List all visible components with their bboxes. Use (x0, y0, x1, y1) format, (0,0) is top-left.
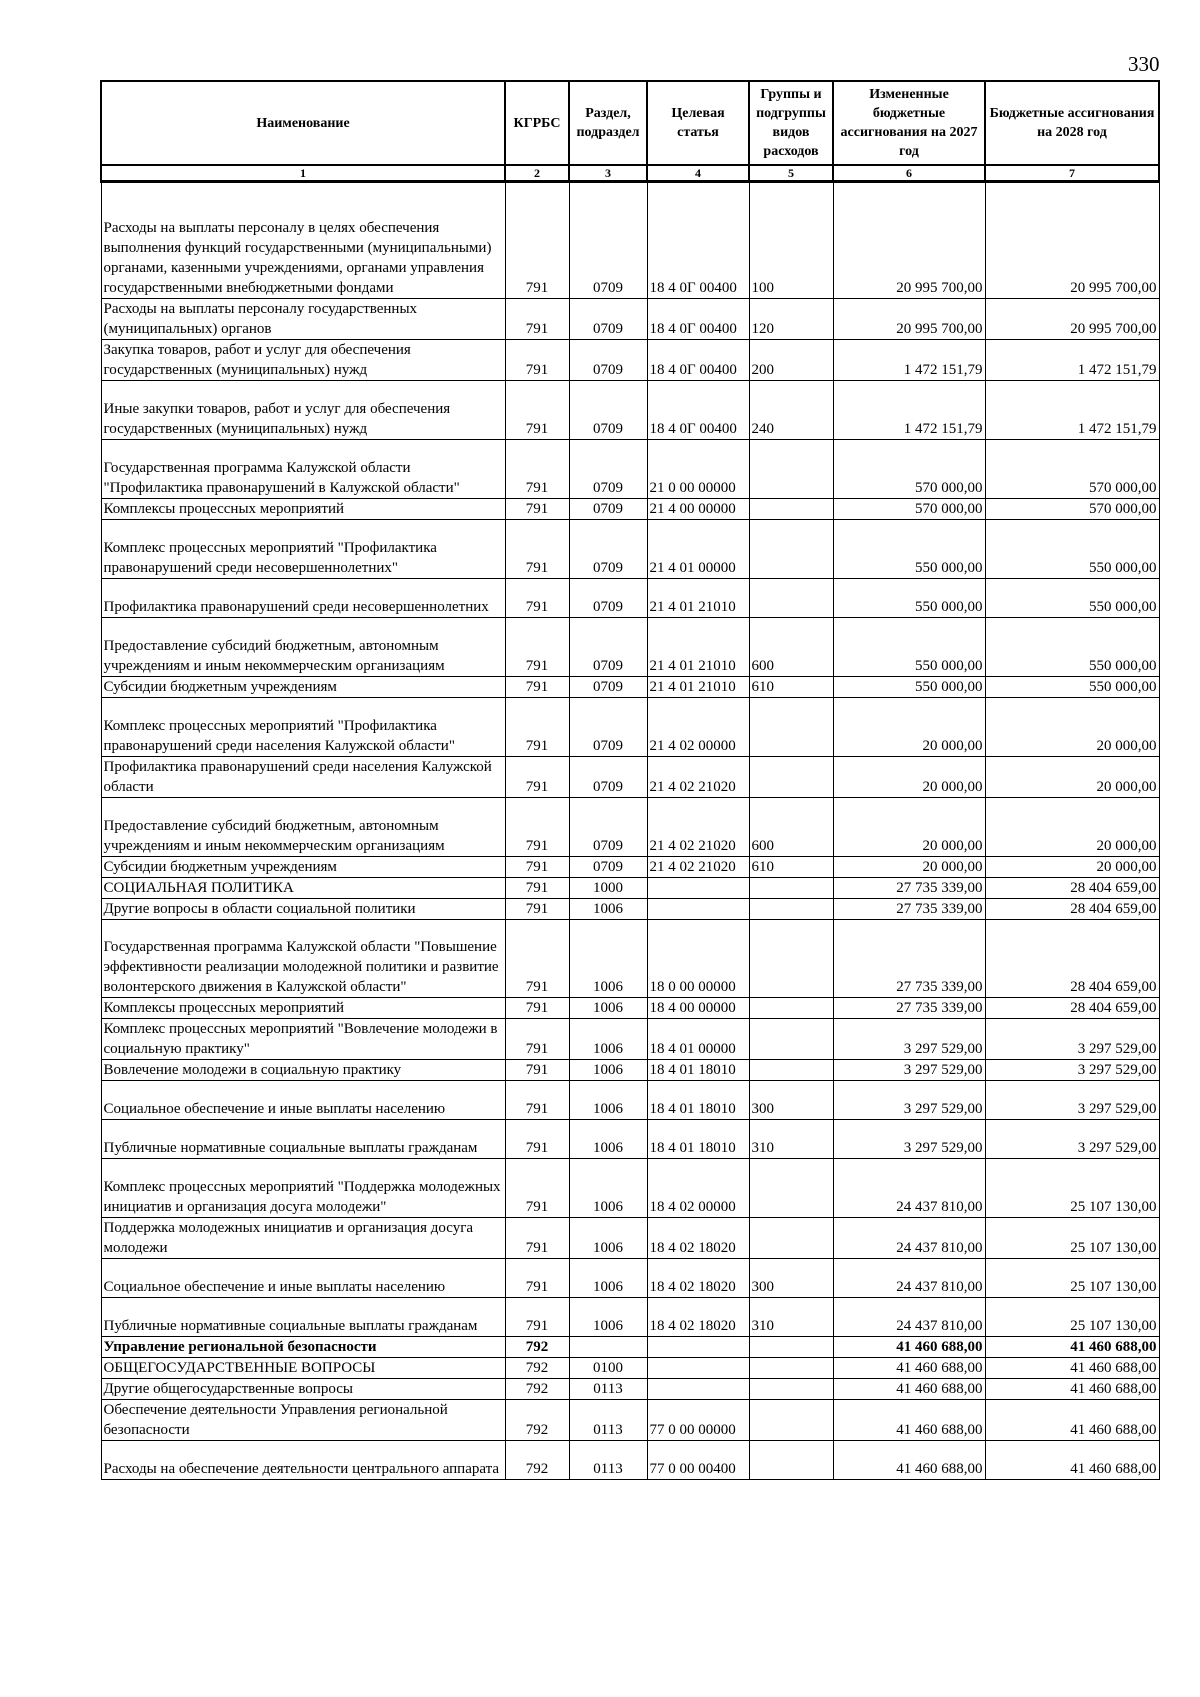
row-razdel-cell: 0709 (569, 182, 647, 299)
row-razdel-cell: 1006 (569, 998, 647, 1019)
row-allocation-2028-cell: 20 000,00 (985, 698, 1159, 757)
row-name-cell: Комплекс процессных мероприятий "Поддержка молодежных инициатив и организация досуга молодежи" (101, 1159, 505, 1218)
row-target-article-cell: 18 4 02 00000 (647, 1159, 749, 1218)
row-target-article-cell: 21 4 00 00000 (647, 499, 749, 520)
row-allocation-2027-cell: 27 735 339,00 (833, 899, 985, 920)
row-name-cell: ОБЩЕГОСУДАРСТВЕННЫЕ ВОПРОСЫ (101, 1358, 505, 1379)
row-razdel-cell: 1006 (569, 1081, 647, 1120)
column-numbers-row (101, 165, 1159, 182)
column-number: 3 (569, 165, 647, 182)
row-allocation-2028-cell: 20 995 700,00 (985, 182, 1159, 299)
row-allocation-2027-cell: 41 460 688,00 (833, 1400, 985, 1441)
row-allocation-2028-cell: 25 107 130,00 (985, 1159, 1159, 1218)
row-kgrbs-cell: 791 (505, 899, 569, 920)
header-target-article: Целевая статья (647, 81, 749, 165)
table-row (101, 340, 1159, 381)
row-razdel-cell: 0709 (569, 340, 647, 381)
row-kgrbs-cell: 791 (505, 1120, 569, 1159)
row-kgrbs-cell: 792 (505, 1337, 569, 1358)
row-allocation-2027-cell: 550 000,00 (833, 579, 985, 618)
table-row (101, 1218, 1159, 1259)
row-kgrbs-cell: 791 (505, 798, 569, 857)
row-razdel-cell: 0709 (569, 381, 647, 440)
row-name-cell: Субсидии бюджетным учреждениям (101, 857, 505, 878)
row-expense-type-cell: 610 (749, 857, 833, 878)
row-allocation-2027-cell: 24 437 810,00 (833, 1218, 985, 1259)
row-kgrbs-cell: 791 (505, 579, 569, 618)
row-allocation-2028-cell: 570 000,00 (985, 440, 1159, 499)
row-allocation-2028-cell: 20 995 700,00 (985, 299, 1159, 340)
table-row (101, 1379, 1159, 1400)
row-kgrbs-cell: 791 (505, 618, 569, 677)
row-allocation-2027-cell: 3 297 529,00 (833, 1019, 985, 1060)
row-name-cell: Профилактика правонарушений среди населения Калужской области (101, 757, 505, 798)
row-razdel-cell: 0709 (569, 698, 647, 757)
table-row (101, 1441, 1159, 1480)
table-row (101, 579, 1159, 618)
row-kgrbs-cell: 791 (505, 1259, 569, 1298)
row-expense-type-cell: 310 (749, 1298, 833, 1337)
row-name-cell: Социальное обеспечение и иные выплаты населению (101, 1081, 505, 1120)
header-row (101, 81, 1159, 165)
row-razdel-cell: 0709 (569, 757, 647, 798)
row-allocation-2028-cell: 28 404 659,00 (985, 920, 1159, 998)
row-allocation-2027-cell: 550 000,00 (833, 677, 985, 698)
row-allocation-2027-cell: 41 460 688,00 (833, 1358, 985, 1379)
row-allocation-2027-cell: 24 437 810,00 (833, 1259, 985, 1298)
row-expense-type-cell (749, 1060, 833, 1081)
row-razdel-cell: 0113 (569, 1441, 647, 1480)
row-kgrbs-cell: 791 (505, 857, 569, 878)
row-name-cell: Публичные нормативные социальные выплаты гражданам (101, 1120, 505, 1159)
row-kgrbs-cell: 791 (505, 299, 569, 340)
row-razdel-cell: 0709 (569, 520, 647, 579)
row-expense-type-cell (749, 1337, 833, 1358)
row-allocation-2027-cell: 20 000,00 (833, 757, 985, 798)
row-target-article-cell: 21 4 02 21020 (647, 798, 749, 857)
row-razdel-cell: 1000 (569, 878, 647, 899)
row-kgrbs-cell: 791 (505, 340, 569, 381)
row-allocation-2028-cell: 20 000,00 (985, 857, 1159, 878)
row-target-article-cell (647, 878, 749, 899)
row-target-article-cell: 18 4 0Г 00400 (647, 381, 749, 440)
row-target-article-cell: 18 4 02 18020 (647, 1259, 749, 1298)
row-allocation-2028-cell: 3 297 529,00 (985, 1120, 1159, 1159)
row-name-cell: Предоставление субсидий бюджетным, автономным учреждениям и иным некоммерческим организациям (101, 618, 505, 677)
row-allocation-2027-cell: 41 460 688,00 (833, 1441, 985, 1480)
row-name-cell: Расходы на выплаты персоналу в целях обеспечения выполнения функций государственными (муниципальными) органами, казенными учреждениями, органами управления государственными внебюджетными фондами (101, 182, 505, 299)
row-kgrbs-cell: 791 (505, 520, 569, 579)
row-expense-type-cell: 310 (749, 1120, 833, 1159)
table-row (101, 1019, 1159, 1060)
row-kgrbs-cell: 791 (505, 1060, 569, 1081)
table-row (101, 677, 1159, 698)
row-name-cell: Комплексы процессных мероприятий (101, 998, 505, 1019)
row-razdel-cell: 0709 (569, 798, 647, 857)
column-number: 5 (749, 165, 833, 182)
row-target-article-cell (647, 1358, 749, 1379)
row-name-cell: Государственная программа Калужской области "Профилактика правонарушений в Калужской области" (101, 440, 505, 499)
row-target-article-cell: 18 4 00 00000 (647, 998, 749, 1019)
row-allocation-2028-cell: 41 460 688,00 (985, 1441, 1159, 1480)
row-kgrbs-cell: 791 (505, 1298, 569, 1337)
budget-table (100, 80, 1160, 1480)
header-kgrbs: КГРБС (505, 81, 569, 165)
row-name-cell: Государственная программа Калужской области "Повышение эффективности реализации молодежной политики и развитие волонтерского движения в Калужской области" (101, 920, 505, 998)
row-target-article-cell: 18 4 0Г 00400 (647, 340, 749, 381)
row-allocation-2027-cell: 570 000,00 (833, 440, 985, 499)
row-allocation-2028-cell: 25 107 130,00 (985, 1259, 1159, 1298)
row-kgrbs-cell: 792 (505, 1358, 569, 1379)
row-target-article-cell (647, 1337, 749, 1358)
table-row (101, 1400, 1159, 1441)
row-razdel-cell: 1006 (569, 899, 647, 920)
row-allocation-2027-cell: 24 437 810,00 (833, 1159, 985, 1218)
row-target-article-cell: 21 4 02 00000 (647, 698, 749, 757)
row-kgrbs-cell: 791 (505, 920, 569, 998)
row-name-cell: Расходы на обеспечение деятельности центрального аппарата (101, 1441, 505, 1480)
column-number: 1 (101, 165, 505, 182)
table-row (101, 499, 1159, 520)
table-row (101, 520, 1159, 579)
row-razdel-cell: 0709 (569, 499, 647, 520)
row-allocation-2027-cell: 3 297 529,00 (833, 1120, 985, 1159)
row-name-cell: Вовлечение молодежи в социальную практику (101, 1060, 505, 1081)
header-razdel: Раздел, подраздел (569, 81, 647, 165)
row-razdel-cell: 0709 (569, 857, 647, 878)
row-allocation-2028-cell: 550 000,00 (985, 579, 1159, 618)
table-row (101, 381, 1159, 440)
table-row (101, 998, 1159, 1019)
row-allocation-2028-cell: 550 000,00 (985, 520, 1159, 579)
row-name-cell: Закупка товаров, работ и услуг для обеспечения государственных (муниципальных) нужд (101, 340, 505, 381)
row-expense-type-cell (749, 579, 833, 618)
row-allocation-2028-cell: 28 404 659,00 (985, 998, 1159, 1019)
row-name-cell: Иные закупки товаров, работ и услуг для обеспечения государственных (муниципальных) нужд (101, 381, 505, 440)
row-razdel-cell: 1006 (569, 1218, 647, 1259)
row-expense-type-cell (749, 1159, 833, 1218)
table-row (101, 1358, 1159, 1379)
row-kgrbs-cell: 791 (505, 499, 569, 520)
row-allocation-2028-cell: 41 460 688,00 (985, 1337, 1159, 1358)
row-allocation-2027-cell: 570 000,00 (833, 499, 985, 520)
row-name-cell: Субсидии бюджетным учреждениям (101, 677, 505, 698)
row-target-article-cell: 21 4 01 00000 (647, 520, 749, 579)
row-kgrbs-cell: 791 (505, 182, 569, 299)
row-target-article-cell: 18 4 01 00000 (647, 1019, 749, 1060)
row-name-cell: Профилактика правонарушений среди несовершеннолетних (101, 579, 505, 618)
row-expense-type-cell: 300 (749, 1081, 833, 1120)
table-row (101, 440, 1159, 499)
row-expense-type-cell: 240 (749, 381, 833, 440)
row-target-article-cell: 18 4 02 18020 (647, 1298, 749, 1337)
table-row (101, 698, 1159, 757)
header-allocations-2028: Бюджетные ассигнования на 2028 год (985, 81, 1159, 165)
table-row (101, 1120, 1159, 1159)
row-target-article-cell: 21 4 02 21020 (647, 857, 749, 878)
table-row (101, 1060, 1159, 1081)
row-kgrbs-cell: 791 (505, 998, 569, 1019)
row-expense-type-cell (749, 757, 833, 798)
row-razdel-cell: 1006 (569, 1298, 647, 1337)
row-name-cell: Поддержка молодежных инициатив и организация досуга молодежи (101, 1218, 505, 1259)
row-name-cell: Расходы на выплаты персоналу государственных (муниципальных) органов (101, 299, 505, 340)
row-allocation-2028-cell: 570 000,00 (985, 499, 1159, 520)
row-razdel-cell: 0709 (569, 440, 647, 499)
row-allocation-2027-cell: 550 000,00 (833, 520, 985, 579)
row-allocation-2028-cell: 550 000,00 (985, 618, 1159, 677)
row-allocation-2027-cell: 1 472 151,79 (833, 340, 985, 381)
row-razdel-cell: 1006 (569, 1259, 647, 1298)
row-target-article-cell: 77 0 00 00000 (647, 1400, 749, 1441)
row-allocation-2027-cell: 41 460 688,00 (833, 1337, 985, 1358)
row-kgrbs-cell: 791 (505, 1081, 569, 1120)
row-target-article-cell: 18 4 02 18020 (647, 1218, 749, 1259)
row-allocation-2028-cell: 41 460 688,00 (985, 1358, 1159, 1379)
table-row (101, 182, 1159, 299)
row-allocation-2027-cell: 27 735 339,00 (833, 998, 985, 1019)
row-expense-type-cell: 300 (749, 1259, 833, 1298)
row-expense-type-cell: 600 (749, 798, 833, 857)
row-target-article-cell: 21 4 01 21010 (647, 677, 749, 698)
row-allocation-2027-cell: 24 437 810,00 (833, 1298, 985, 1337)
row-name-cell: Обеспечение деятельности Управления региональной безопасности (101, 1400, 505, 1441)
row-allocation-2027-cell: 20 995 700,00 (833, 182, 985, 299)
row-kgrbs-cell: 791 (505, 878, 569, 899)
row-razdel-cell: 0709 (569, 618, 647, 677)
row-allocation-2027-cell: 20 000,00 (833, 798, 985, 857)
row-name-cell: Комплекс процессных мероприятий "Вовлечение молодежи в социальную практику" (101, 1019, 505, 1060)
table-row (101, 1298, 1159, 1337)
row-allocation-2027-cell: 1 472 151,79 (833, 381, 985, 440)
table-row (101, 1259, 1159, 1298)
row-allocation-2027-cell: 27 735 339,00 (833, 920, 985, 998)
row-expense-type-cell (749, 440, 833, 499)
row-target-article-cell: 18 0 00 00000 (647, 920, 749, 998)
row-name-cell: Комплекс процессных мероприятий "Профилактика правонарушений среди несовершеннолетних" (101, 520, 505, 579)
row-name-cell: Другие вопросы в области социальной политики (101, 899, 505, 920)
row-kgrbs-cell: 791 (505, 1019, 569, 1060)
column-number: 2 (505, 165, 569, 182)
row-allocation-2028-cell: 3 297 529,00 (985, 1019, 1159, 1060)
row-kgrbs-cell: 792 (505, 1400, 569, 1441)
row-expense-type-cell: 610 (749, 677, 833, 698)
row-razdel-cell: 0113 (569, 1379, 647, 1400)
row-allocation-2027-cell: 3 297 529,00 (833, 1060, 985, 1081)
row-allocation-2027-cell: 3 297 529,00 (833, 1081, 985, 1120)
row-expense-type-cell: 100 (749, 182, 833, 299)
header-expense-type: Группы и подгруппы видов расходов (749, 81, 833, 165)
row-target-article-cell: 18 4 0Г 00400 (647, 182, 749, 299)
row-expense-type-cell (749, 499, 833, 520)
row-allocation-2028-cell: 3 297 529,00 (985, 1081, 1159, 1120)
row-expense-type-cell: 200 (749, 340, 833, 381)
row-allocation-2028-cell: 25 107 130,00 (985, 1298, 1159, 1337)
row-expense-type-cell (749, 1019, 833, 1060)
row-name-cell: Комплексы процессных мероприятий (101, 499, 505, 520)
table-row (101, 920, 1159, 998)
row-target-article-cell: 21 0 00 00000 (647, 440, 749, 499)
row-expense-type-cell (749, 1441, 833, 1480)
row-allocation-2028-cell: 550 000,00 (985, 677, 1159, 698)
row-kgrbs-cell: 791 (505, 1159, 569, 1218)
row-allocation-2028-cell: 1 472 151,79 (985, 381, 1159, 440)
row-allocation-2028-cell: 41 460 688,00 (985, 1400, 1159, 1441)
table-row (101, 299, 1159, 340)
row-name-cell: Комплекс процессных мероприятий "Профилактика правонарушений среди населения Калужской области" (101, 698, 505, 757)
page-number: 330 (1128, 52, 1160, 76)
table-row (101, 1337, 1159, 1358)
row-target-article-cell: 18 4 01 18010 (647, 1060, 749, 1081)
row-expense-type-cell: 600 (749, 618, 833, 677)
row-razdel-cell: 0709 (569, 677, 647, 698)
row-razdel-cell: 1006 (569, 920, 647, 998)
table-row (101, 757, 1159, 798)
row-target-article-cell: 18 4 01 18010 (647, 1081, 749, 1120)
row-kgrbs-cell: 791 (505, 677, 569, 698)
table-body (101, 182, 1159, 1480)
row-name-cell: Публичные нормативные социальные выплаты гражданам (101, 1298, 505, 1337)
row-expense-type-cell (749, 1218, 833, 1259)
row-target-article-cell: 21 4 01 21010 (647, 618, 749, 677)
row-expense-type-cell (749, 920, 833, 998)
table-row (101, 798, 1159, 857)
table-row (101, 899, 1159, 920)
row-target-article-cell: 18 4 01 18010 (647, 1120, 749, 1159)
row-expense-type-cell (749, 899, 833, 920)
row-allocation-2028-cell: 28 404 659,00 (985, 878, 1159, 899)
row-kgrbs-cell: 791 (505, 1218, 569, 1259)
column-number: 6 (833, 165, 985, 182)
row-expense-type-cell (749, 520, 833, 579)
row-allocation-2028-cell: 28 404 659,00 (985, 899, 1159, 920)
table-row (101, 618, 1159, 677)
row-razdel-cell: 1006 (569, 1159, 647, 1218)
table-row (101, 857, 1159, 878)
row-allocation-2027-cell: 27 735 339,00 (833, 878, 985, 899)
row-name-cell: Социальное обеспечение и иные выплаты населению (101, 1259, 505, 1298)
row-allocation-2028-cell: 41 460 688,00 (985, 1379, 1159, 1400)
row-target-article-cell: 21 4 01 21010 (647, 579, 749, 618)
row-name-cell: Управление региональной безопасности (101, 1337, 505, 1358)
row-razdel-cell: 0709 (569, 299, 647, 340)
row-expense-type-cell (749, 1358, 833, 1379)
row-kgrbs-cell: 791 (505, 381, 569, 440)
row-razdel-cell: 1006 (569, 1019, 647, 1060)
row-target-article-cell: 18 4 0Г 00400 (647, 299, 749, 340)
row-allocation-2028-cell: 3 297 529,00 (985, 1060, 1159, 1081)
row-expense-type-cell (749, 1379, 833, 1400)
row-razdel-cell: 0709 (569, 579, 647, 618)
row-allocation-2028-cell: 1 472 151,79 (985, 340, 1159, 381)
table-row (101, 1159, 1159, 1218)
column-number: 7 (985, 165, 1159, 182)
header-name: Наименование (101, 81, 505, 165)
row-allocation-2027-cell: 550 000,00 (833, 618, 985, 677)
row-allocation-2027-cell: 20 000,00 (833, 857, 985, 878)
row-razdel-cell: 1006 (569, 1060, 647, 1081)
row-expense-type-cell (749, 1400, 833, 1441)
row-allocation-2028-cell: 25 107 130,00 (985, 1218, 1159, 1259)
row-kgrbs-cell: 791 (505, 757, 569, 798)
column-number: 4 (647, 165, 749, 182)
row-razdel-cell (569, 1337, 647, 1358)
row-kgrbs-cell: 791 (505, 440, 569, 499)
row-allocation-2028-cell: 20 000,00 (985, 757, 1159, 798)
row-name-cell: Другие общегосударственные вопросы (101, 1379, 505, 1400)
row-kgrbs-cell: 792 (505, 1379, 569, 1400)
row-expense-type-cell (749, 878, 833, 899)
row-allocation-2027-cell: 20 995 700,00 (833, 299, 985, 340)
row-razdel-cell: 0100 (569, 1358, 647, 1379)
row-expense-type-cell: 120 (749, 299, 833, 340)
row-kgrbs-cell: 791 (505, 698, 569, 757)
row-expense-type-cell (749, 998, 833, 1019)
table-row (101, 1081, 1159, 1120)
row-allocation-2027-cell: 20 000,00 (833, 698, 985, 757)
row-allocation-2028-cell: 20 000,00 (985, 798, 1159, 857)
row-razdel-cell: 0113 (569, 1400, 647, 1441)
row-target-article-cell (647, 1379, 749, 1400)
row-target-article-cell (647, 899, 749, 920)
row-allocation-2027-cell: 41 460 688,00 (833, 1379, 985, 1400)
row-target-article-cell: 77 0 00 00400 (647, 1441, 749, 1480)
row-name-cell: СОЦИАЛЬНАЯ ПОЛИТИКА (101, 878, 505, 899)
row-name-cell: Предоставление субсидий бюджетным, автономным учреждениям и иным некоммерческим организациям (101, 798, 505, 857)
header-allocations-2027: Измененные бюджетные ассигнования на 2027 год (833, 81, 985, 165)
row-target-article-cell: 21 4 02 21020 (647, 757, 749, 798)
row-razdel-cell: 1006 (569, 1120, 647, 1159)
row-expense-type-cell (749, 698, 833, 757)
table-row (101, 878, 1159, 899)
row-kgrbs-cell: 792 (505, 1441, 569, 1480)
